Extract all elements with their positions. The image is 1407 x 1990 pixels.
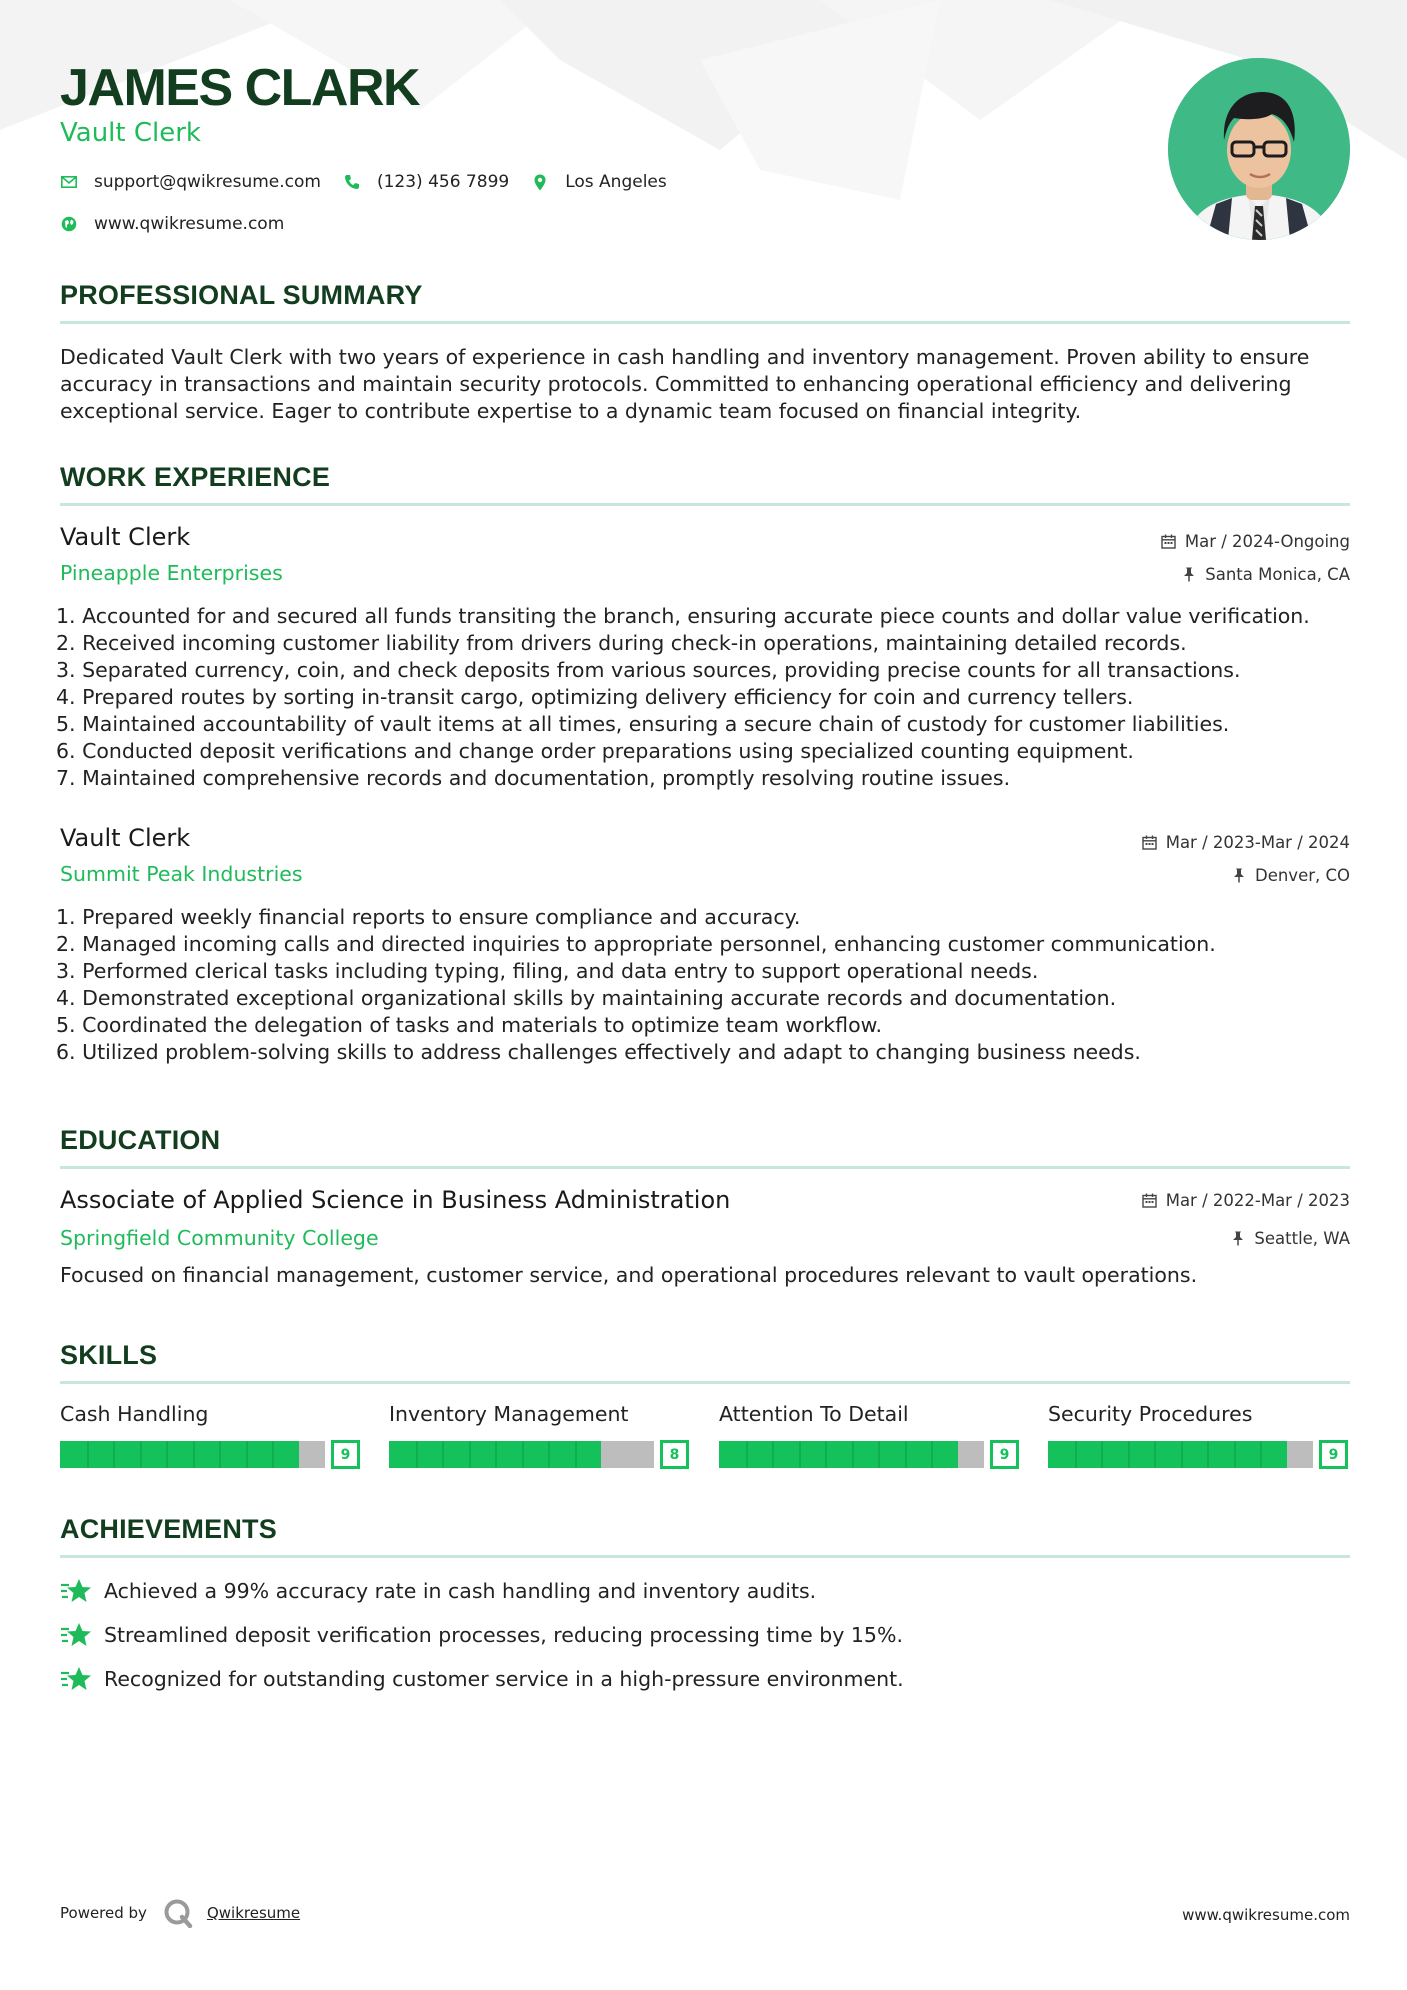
list-item: 6. Utilized problem-solving skills to address challenges effectively and adapt to changing business needs. xyxy=(56,1040,1141,1064)
skill-segment-divider xyxy=(87,1441,89,1468)
skill-score-badge: 9 xyxy=(1319,1440,1348,1469)
skill-segment-divider xyxy=(548,1441,550,1468)
pushpin-icon xyxy=(1181,567,1197,583)
skill-fill xyxy=(1048,1441,1287,1468)
skill-segment-divider xyxy=(746,1441,748,1468)
achievements-divider xyxy=(60,1555,1350,1558)
contact-row xyxy=(60,172,689,192)
phone-number[interactable]: (123) 456 7899 xyxy=(376,172,510,192)
job-location-text: Denver, CO xyxy=(1254,866,1350,885)
skill-score-badge: 9 xyxy=(990,1440,1019,1469)
skill-segment-divider xyxy=(495,1441,497,1468)
skill-rating-bar xyxy=(389,1440,689,1469)
skill-track xyxy=(719,1441,984,1468)
powered-by-label: Powered by xyxy=(60,1904,147,1922)
skill-name: Inventory Management xyxy=(389,1402,629,1426)
list-item: 5. Coordinated the delegation of tasks and materials to optimize team workflow. xyxy=(56,1013,883,1037)
email-icon xyxy=(60,173,78,191)
achievement-item xyxy=(60,1621,903,1649)
skill-segment-divider xyxy=(469,1441,471,1468)
skill-fill xyxy=(719,1441,958,1468)
education-description: Focused on financial management, customer service, and operational procedures relevant to vault operations. xyxy=(60,1263,1198,1287)
job-dates xyxy=(1161,532,1350,551)
summary-text: Dedicated Vault Clerk with two years of experience in cash handling and inventory management. Proven ability to ensure accuracy in transactions and maintain security protocols. Committed to enhancing operational efficiency and delivering exceptional service. Eager to contribute expertise to a dynamic team focused on financial integrity. xyxy=(60,345,1310,423)
qwikresume-logo-icon xyxy=(163,1898,193,1928)
job-dates-text: Mar / 2024-Ongoing xyxy=(1184,532,1350,551)
footer-website-link[interactable]: www.qwikresume.com xyxy=(1182,1906,1350,1924)
school-name: Springfield Community College xyxy=(60,1226,379,1250)
skill-rating-bar xyxy=(60,1440,360,1469)
achievement-text: Streamlined deposit verification processes, reducing processing time by 15%. xyxy=(104,1623,903,1647)
skill-segment-divider xyxy=(1154,1441,1156,1468)
education-dates-text: Mar / 2022-Mar / 2023 xyxy=(1165,1191,1350,1210)
achievement-item xyxy=(60,1577,816,1605)
calendar-icon xyxy=(1142,1193,1158,1209)
skill-segment-divider xyxy=(799,1441,801,1468)
globe-icon xyxy=(60,215,78,233)
website-row xyxy=(60,214,306,234)
skill-fill xyxy=(60,1441,299,1468)
website-link[interactable]: www.qwikresume.com xyxy=(94,214,285,234)
list-item: 2. Managed incoming calls and directed inquiries to appropriate personnel, enhancing customer communication. xyxy=(56,932,1216,956)
summary-divider xyxy=(60,321,1350,324)
skill-segment-divider xyxy=(772,1441,774,1468)
education-location-text: Seattle, WA xyxy=(1254,1229,1350,1248)
candidate-role: Vault Clerk xyxy=(60,118,201,148)
star-icon xyxy=(60,1665,92,1693)
email-link[interactable]: support@qwikresume.com xyxy=(94,172,321,192)
education-location xyxy=(1230,1229,1350,1248)
skill-segment-divider xyxy=(852,1441,854,1468)
skill-segment-divider xyxy=(113,1441,115,1468)
skill-segment-divider xyxy=(575,1441,577,1468)
achievement-item xyxy=(60,1665,904,1693)
skill-segment-divider xyxy=(825,1441,827,1468)
job-bullet-list xyxy=(56,904,1356,1066)
list-item: 4. Demonstrated exceptional organizational skills by maintaining accurate records and documentation. xyxy=(56,986,1117,1010)
skill-name: Attention To Detail xyxy=(719,1402,909,1426)
achievement-text: Achieved a 99% accuracy rate in cash handling and inventory audits. xyxy=(104,1579,817,1603)
education-dates xyxy=(1142,1191,1350,1210)
list-item: 6. Conducted deposit verifications and change order preparations using specialized counting equipment. xyxy=(56,739,1134,763)
skill-segment-divider xyxy=(1207,1441,1209,1468)
skill-segment-divider xyxy=(193,1441,195,1468)
skill-score-badge: 9 xyxy=(331,1440,360,1469)
skill-track xyxy=(389,1441,654,1468)
skill-segment-divider xyxy=(442,1441,444,1468)
candidate-name: JAMES CLARK xyxy=(60,59,420,117)
skill-segment-divider xyxy=(931,1441,933,1468)
list-item: 3. Performed clerical tasks including typing, filing, and data entry to support operational needs. xyxy=(56,959,1039,983)
job-location xyxy=(1181,565,1350,584)
job-company: Summit Peak Industries xyxy=(60,862,303,886)
achievements-heading: ACHIEVEMENTS xyxy=(60,1514,277,1544)
location-pin-icon xyxy=(531,173,549,191)
skill-score-badge: 8 xyxy=(660,1440,689,1469)
list-item: 2. Received incoming customer liability from drivers during check-in operations, maintaining detailed records. xyxy=(56,631,1187,655)
calendar-icon xyxy=(1142,835,1158,851)
experience-heading: WORK EXPERIENCE xyxy=(60,462,331,492)
skill-segment-divider xyxy=(272,1441,274,1468)
profile-photo xyxy=(1168,58,1350,240)
education-divider xyxy=(60,1166,1350,1169)
skill-segment-divider xyxy=(878,1441,880,1468)
skill-rating-bar xyxy=(719,1440,1019,1469)
skill-segment-divider xyxy=(1181,1441,1183,1468)
phone-icon xyxy=(343,173,361,191)
degree-title: Associate of Applied Science in Business Administration xyxy=(60,1186,731,1214)
experience-divider xyxy=(60,503,1350,506)
job-location xyxy=(1231,866,1350,885)
skill-segment-divider xyxy=(1260,1441,1262,1468)
skill-track xyxy=(60,1441,325,1468)
skill-segment-divider xyxy=(1234,1441,1236,1468)
job-dates xyxy=(1142,833,1350,852)
job-company: Pineapple Enterprises xyxy=(60,561,283,585)
skill-segment-divider xyxy=(166,1441,168,1468)
job-title: Vault Clerk xyxy=(60,824,191,852)
list-item: 1. Accounted for and secured all funds transiting the branch, ensuring accurate piece counts and dollar value verification. xyxy=(56,604,1310,628)
skill-segment-divider xyxy=(416,1441,418,1468)
star-icon xyxy=(60,1621,92,1649)
education-heading: EDUCATION xyxy=(60,1125,221,1155)
skill-segment-divider xyxy=(1075,1441,1077,1468)
list-item: 7. Maintained comprehensive records and documentation, promptly resolving routine issues. xyxy=(56,766,1011,790)
calendar-icon xyxy=(1161,534,1177,550)
achievement-text: Recognized for outstanding customer service in a high-pressure environment. xyxy=(104,1667,904,1691)
footer-powered-by xyxy=(60,1898,300,1928)
job-bullet-list xyxy=(56,603,1356,792)
skill-segment-divider xyxy=(140,1441,142,1468)
job-title: Vault Clerk xyxy=(60,523,191,551)
skill-segment-divider xyxy=(1128,1441,1130,1468)
skill-rating-bar xyxy=(1048,1440,1348,1469)
skill-segment-divider xyxy=(905,1441,907,1468)
summary-heading: PROFESSIONAL SUMMARY xyxy=(60,280,423,310)
job-location-text: Santa Monica, CA xyxy=(1205,565,1350,584)
list-item: 1. Prepared weekly financial reports to ensure compliance and accuracy. xyxy=(56,905,801,929)
job-dates-text: Mar / 2023-Mar / 2024 xyxy=(1165,833,1350,852)
skill-segment-divider xyxy=(1101,1441,1103,1468)
location-text: Los Angeles xyxy=(565,172,667,192)
skill-segment-divider xyxy=(246,1441,248,1468)
skills-heading: SKILLS xyxy=(60,1340,158,1370)
skill-name: Cash Handling xyxy=(60,1402,209,1426)
list-item: 4. Prepared routes by sorting in-transit cargo, optimizing delivery efficiency for coin and currency tellers. xyxy=(56,685,1134,709)
skill-segment-divider xyxy=(522,1441,524,1468)
list-item: 3. Separated currency, coin, and check deposits from various sources, providing precise counts for all transactions. xyxy=(56,658,1241,682)
list-item: 5. Maintained accountability of vault items at all times, ensuring a secure chain of custody for customer liabilities. xyxy=(56,712,1230,736)
qwikresume-link[interactable]: Qwikresume xyxy=(206,1904,301,1922)
skills-divider xyxy=(60,1381,1350,1384)
pushpin-icon xyxy=(1230,1231,1246,1247)
skill-name: Security Procedures xyxy=(1048,1402,1253,1426)
pushpin-icon xyxy=(1231,868,1247,884)
star-icon xyxy=(60,1577,92,1605)
skill-track xyxy=(1048,1441,1313,1468)
skill-segment-divider xyxy=(219,1441,221,1468)
